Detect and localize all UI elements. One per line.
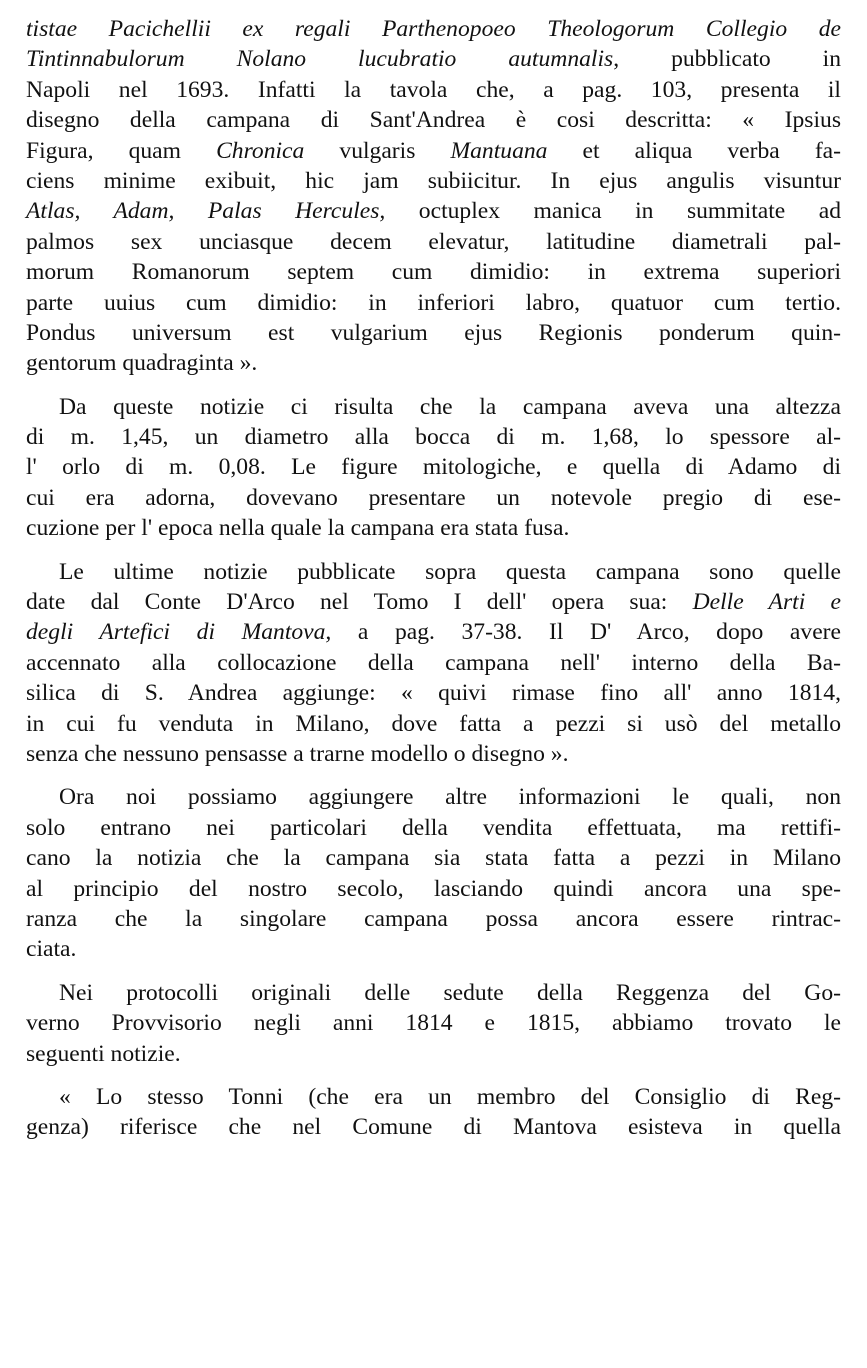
paragraph-tonni-quote [26, 1082, 841, 1143]
text-line [26, 1112, 841, 1142]
body-text: et aliqua verba fa- [547, 137, 842, 164]
body-text: al principio del nostro secolo, lasciando quindi ancora una spe- [26, 875, 841, 902]
body-text: octuplex manica in summitate ad [385, 198, 841, 225]
text-line [26, 1039, 841, 1069]
body-text: vulgaris [304, 137, 451, 164]
body-text: Da queste notizie ci risulta che la campana aveva una altezza [59, 393, 841, 420]
text-line [26, 166, 841, 196]
paragraph-bell-dimensions [26, 392, 841, 544]
text-line [26, 483, 841, 513]
italic-text: Mantuana [450, 137, 548, 164]
text-line [26, 934, 841, 964]
text-line [26, 14, 841, 44]
body-text: genza) riferisce che nel Comune di Mantova esisteva in quella [26, 1114, 841, 1141]
text-line [26, 1082, 841, 1112]
italic-text: degli Artefici di Mantova, [26, 619, 332, 646]
paragraph-protocols [26, 978, 841, 1069]
body-text: l' orlo di m. 0,08. Le figure mitologiche, e quella di Adamo di [26, 454, 841, 481]
body-text: cui era adorna, dovevano presentare un notevole pregio di ese- [26, 484, 841, 511]
body-text: Napoli nel 1693. Infatti la tavola che, a pag. 103, presenta il [26, 76, 841, 103]
text-line [26, 843, 841, 873]
body-text: cuzione per l' epoca nella quale la campana era stata fusa. [26, 515, 570, 542]
body-text: palmos sex unciasque decem elevatur, latitudine diametrali pal- [26, 228, 841, 255]
italic-text: Atlas, Adam, Palas Hercules, [26, 198, 386, 225]
text-line [26, 557, 841, 587]
text-line [26, 348, 841, 378]
italic-text: Chronica [216, 137, 305, 164]
text-line [26, 196, 841, 226]
paragraph-new-information [26, 782, 841, 964]
body-text: a pag. 37-38. Il D' Arco, dopo avere [331, 619, 841, 646]
paragraph-conte-darco [26, 557, 841, 770]
text-line [26, 678, 841, 708]
body-text: parte uuius cum dimidio: in inferiori labro, quatuor cum tertio. [26, 289, 841, 316]
body-text: senza che nessuno pensasse a trarne modello o disegno ». [26, 740, 569, 767]
body-text: verno Provvisorio negli anni 1814 e 1815, abbiamo trovato le [26, 1010, 841, 1037]
italic-text: Delle Arti e [692, 589, 841, 616]
text-line [26, 709, 841, 739]
body-text: in cui fu venduta in Milano, dove fatta a pezzi si usò del metallo [26, 710, 841, 737]
italic-text: Tintinnabulorum Nolano lucubratio autumnalis [26, 46, 614, 73]
body-text: disegno della campana di Sant'Andrea è cosi descritta: « Ipsius [26, 107, 841, 134]
text-line [26, 288, 841, 318]
text-line [26, 648, 841, 678]
text-line [26, 978, 841, 1008]
text-line [26, 318, 841, 348]
text-line [26, 44, 841, 74]
body-text: seguenti notizie. [26, 1040, 181, 1067]
text-line [26, 813, 841, 843]
text-line [26, 452, 841, 482]
body-text: Ora noi possiamo aggiungere altre informazioni le quali, non [59, 784, 841, 811]
text-line [26, 587, 841, 617]
body-text: , pubblicato in [613, 46, 841, 73]
text-line [26, 136, 841, 166]
body-text: « Lo stesso Tonni (che era un membro del Consiglio di Reg- [59, 1083, 841, 1110]
body-text: di m. 1,45, un diametro alla bocca di m. 1,68, lo spessore al- [26, 424, 841, 451]
italic-text: tistae Pacichellii ex regali Parthenopoeo Theologorum Collegio de [26, 16, 841, 42]
body-text: date dal Conte D'Arco nel Tomo I dell' opera sua: [26, 589, 693, 616]
body-text: accennato alla collocazione della campana nell' interno della Ba- [26, 649, 841, 676]
text-line [26, 513, 841, 543]
body-text: Pondus universum est vulgarium ejus Regionis ponderum quin- [26, 319, 841, 346]
text-line [26, 874, 841, 904]
body-text: gentorum quadraginta ». [26, 350, 258, 377]
text-line [26, 739, 841, 769]
text-line [26, 227, 841, 257]
body-text: ranza che la singolare campana possa ancora essere rintrac- [26, 905, 841, 932]
body-text: Figura, quam [26, 137, 217, 164]
body-text: Nei protocolli originali delle sedute della Reggenza del Go- [59, 979, 841, 1006]
body-text: ciata. [26, 936, 77, 963]
text-line [26, 422, 841, 452]
body-text: silica di S. Andrea aggiunge: « quivi rimase fino all' anno 1814, [26, 680, 841, 707]
body-text: Le ultime notizie pubblicate sopra questa campana sono quelle [59, 558, 841, 585]
text-line [26, 105, 841, 135]
text-line [26, 257, 841, 287]
text-line [26, 392, 841, 422]
paragraph-latin-quote-continuation [26, 14, 841, 379]
text-line [26, 75, 841, 105]
body-text: cano la notizia che la campana sia stata fatta a pezzi in Milano [26, 845, 841, 872]
body-text: solo entrano nei particolari della vendita effettuata, ma rettifi- [26, 814, 841, 841]
body-text: ciens minime exibuit, hic jam subiicitur. In ejus angulis visuntur [26, 167, 841, 194]
text-line [26, 617, 841, 647]
text-line [26, 904, 841, 934]
text-line [26, 782, 841, 812]
body-text: morum Romanorum septem cum dimidio: in extrema superiori [26, 259, 841, 286]
text-line [26, 1008, 841, 1038]
